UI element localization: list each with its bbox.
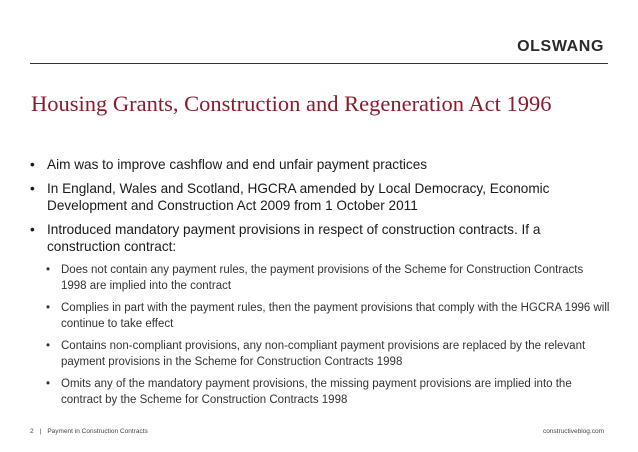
header-divider: [30, 63, 608, 64]
bullet-dot-icon: •: [30, 157, 35, 172]
footer-site: constructiveblog.com: [542, 428, 604, 435]
bullet-text: In England, Wales and Scotland, HGCRA amended by Local Democracy, Economic Development and Construction Act 2009 from 1 October 2011: [47, 181, 550, 213]
sub-bullet-dot-icon: •: [46, 302, 51, 314]
bullet-list: [30, 156, 610, 414]
footer-separator: |: [39, 428, 42, 435]
slide-title: Housing Grants, Construction and Regeneration Act 1996: [31, 91, 552, 116]
logo: OLSWANG: [517, 38, 604, 55]
sub-bullet-item: [30, 338, 610, 370]
bullet-item: [30, 156, 610, 173]
sub-bullet-item: [30, 262, 610, 294]
footer-left: [30, 428, 154, 435]
bullet-text: Introduced mandatory payment provisions in respect of construction contracts. If a construction contract:: [47, 222, 541, 254]
sub-bullet-dot-icon: •: [46, 264, 51, 276]
bullet-dot-icon: •: [30, 222, 35, 237]
sub-bullet-text: Does not contain any payment rules, the payment provisions of the Scheme for Construction Contracts 1998 are implied into the contract: [61, 264, 584, 292]
sub-bullet-text: Complies in part with the payment rules, then the payment provisions that comply with the HGCRA 1996 will continue to take effect: [61, 302, 610, 330]
sub-bullet-list: [30, 262, 610, 408]
bullet-text: Aim was to improve cashflow and end unfair payment practices: [47, 157, 428, 172]
page-number: 2: [30, 428, 34, 435]
sub-bullet-dot-icon: •: [46, 378, 51, 390]
sub-bullet-text: Contains non-compliant provisions, any non-compliant payment provisions are replaced by the relevant payment provisions in the Scheme for Construction Contracts 1998: [61, 340, 586, 368]
deck-title: Payment in Construction Contracts: [47, 428, 148, 435]
bullet-dot-icon: •: [30, 181, 35, 196]
sub-bullet-item: [30, 376, 610, 408]
sub-bullet-dot-icon: •: [46, 340, 51, 352]
sub-bullet-text: Omits any of the mandatory payment provisions, the missing payment provisions are implied into the contract by the Scheme for Construction Contracts 1998: [61, 378, 572, 406]
sub-bullet-item: [30, 300, 610, 332]
bullet-item: [30, 180, 610, 214]
bullet-item: [30, 221, 610, 255]
